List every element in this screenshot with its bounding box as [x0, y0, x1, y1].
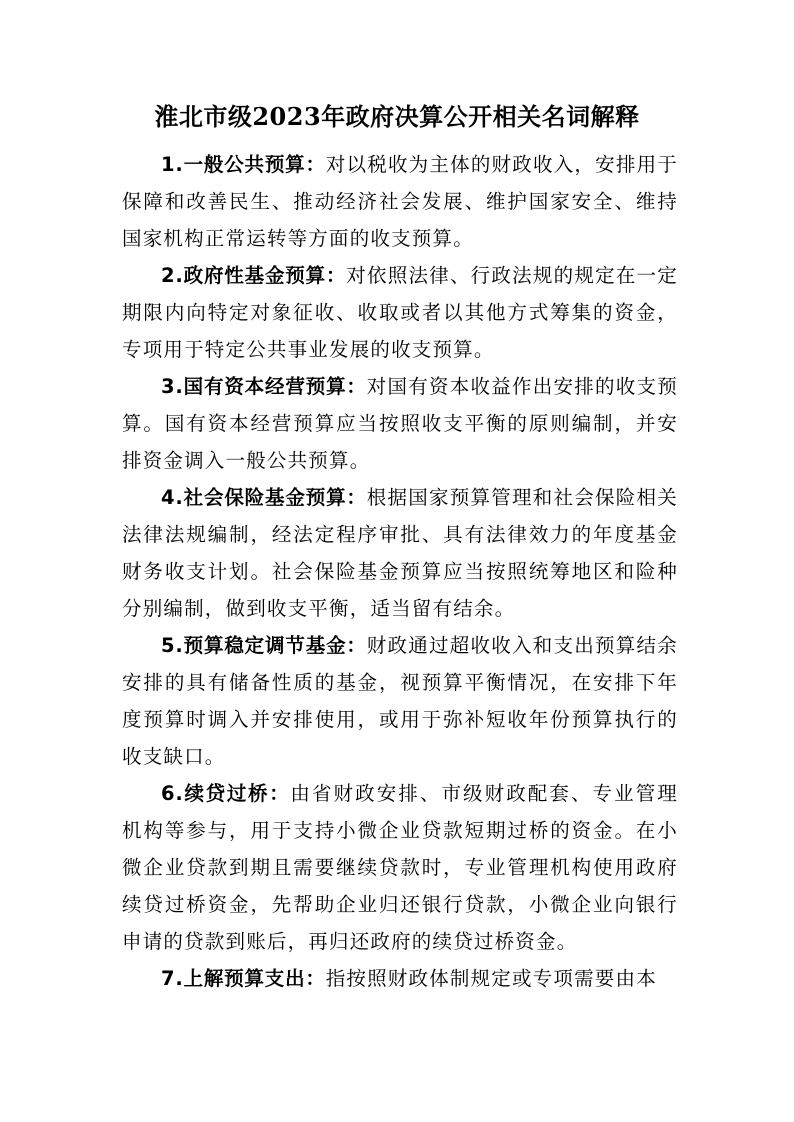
glossary-term: 4.社会保险基金预算： [161, 486, 367, 509]
glossary-definition: 由省财政安排、市级财政配套、专业管理机构等参与，用于支持小微企业贷款短期过桥的资金。在小微企业贷款到期且需要继续贷款时，专业管理机构使用政府续贷过桥资金，先帮助企业归还银行贷款，小微企业向银行申请的贷款到账后，再归还政府的续贷过桥资金。 [122, 782, 678, 953]
glossary-term: 1.一般公共预算： [161, 153, 326, 176]
glossary-entry [122, 627, 678, 775]
glossary-definition: 对以税收为主体的财政收入，安排用于保障和改善民生、推动经济社会发展、维护国家安全、维持国家机构正常运转等方面的收支预算。 [122, 153, 678, 250]
glossary-definition: 指按照财政体制规定或专项需要由本 [325, 967, 657, 990]
glossary-entry [122, 960, 678, 997]
glossary-definition: 对依照法律、行政法规的规定在一定期限内向特定对象征收、收取或者以其他方式筹集的资金，专项用于特定公共事业发展的收支预算。 [122, 264, 678, 361]
glossary-term: 6.续贷过桥： [161, 782, 291, 805]
glossary-term: 3.国有资本经营预算： [161, 375, 367, 398]
glossary-entry [122, 257, 678, 368]
glossary-term: 7.上解预算支出： [161, 967, 326, 990]
glossary-definition: 根据国家预算管理和社会保险相关法律法规编制，经法定程序审批、具有法律效力的年度基金财务收支计划。社会保险基金预算应当按照统筹地区和险种分别编制，做到收支平衡，适当留有结余。 [122, 486, 678, 620]
document-title: 淮北市级2023年政府决算公开相关名词解释 [154, 102, 640, 131]
glossary-definition: 对国有资本收益作出安排的收支预算。国有资本经营预算应当按照收支平衡的原则编制，并安排资金调入一般公共预算。 [122, 375, 678, 472]
glossary-term: 2.政府性基金预算： [161, 264, 347, 287]
glossary-entry [122, 479, 678, 627]
glossary-entry [122, 775, 678, 960]
glossary-entry [122, 368, 678, 479]
glossary-definition: 财政通过超收收入和支出预算结余安排的具有储备性质的基金，视预算平衡情况，在安排下年度预算时调入并安排使用，或用于弥补短收年份预算执行的收支缺口。 [122, 634, 678, 768]
glossary-entry [122, 146, 678, 257]
glossary-list [122, 146, 678, 997]
glossary-term: 5.预算稳定调节基金： [161, 634, 367, 657]
